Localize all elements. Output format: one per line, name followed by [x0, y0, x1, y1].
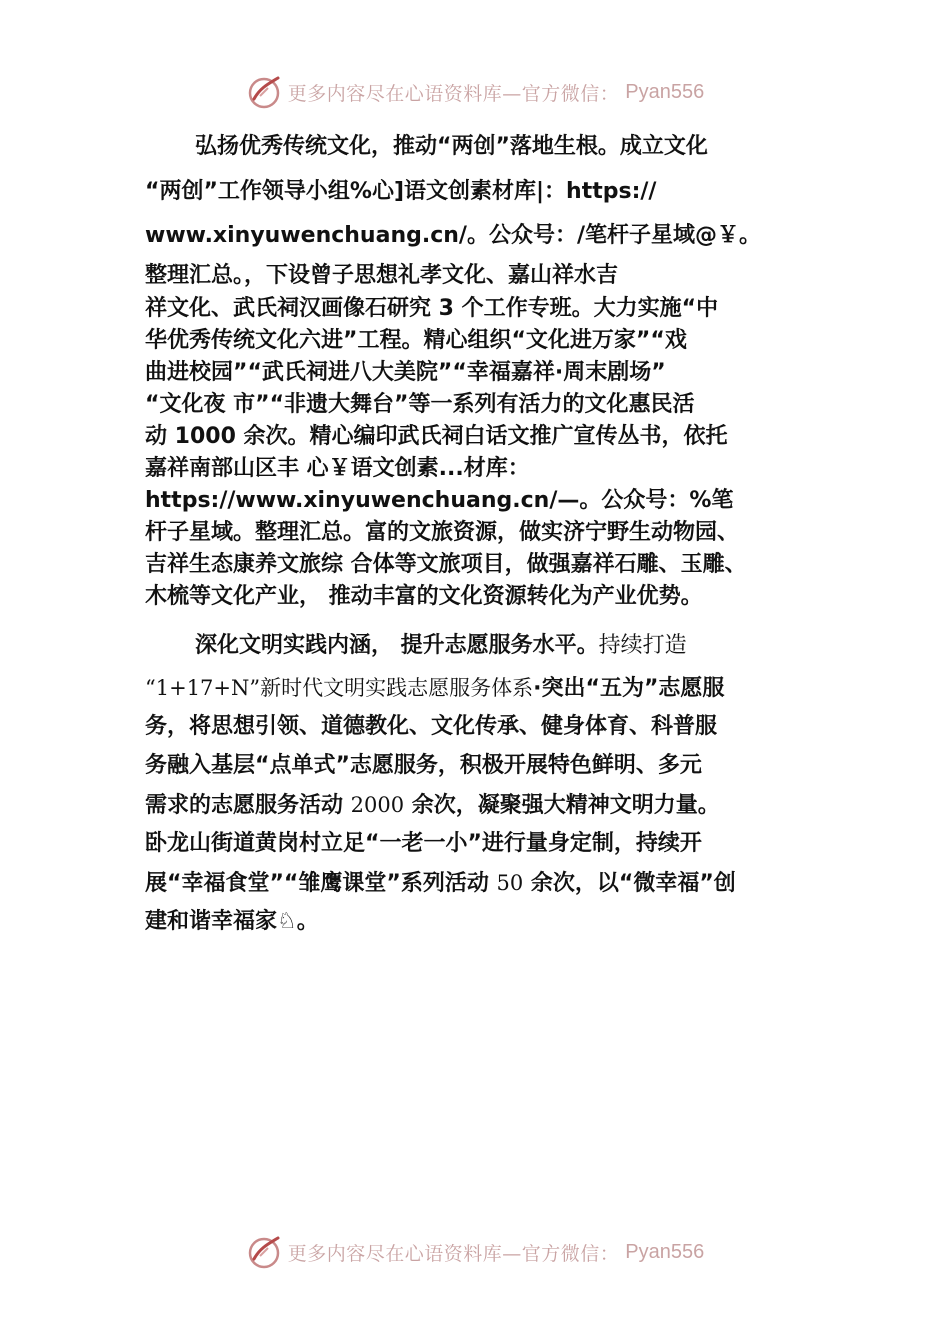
watermark-text: 更多内容尽在心语资料库—官方微信： — [287, 1242, 620, 1265]
paragraph-line — [145, 864, 835, 902]
footer-watermark — [0, 1232, 950, 1272]
system-name-text: “1+17+N”新时代文明实践志愿服务体系 — [145, 676, 534, 700]
paragraph-line: 务融入基层“点单式”志愿服务，积极开展特色鲜明、多元 — [145, 753, 702, 778]
watermark-handle: Pyan556 — [625, 80, 705, 103]
para2-line5-a: 需求的志愿服务活动 — [145, 793, 351, 818]
header-watermark — [0, 72, 950, 112]
paragraph-line: 卧龙山街道黄岗村立足“一老一小”进行量身定制，持续开 — [145, 831, 702, 856]
paragraph-line: 祥文化、武氏祠汉画像石研究 3 个工作专班。大力实施“中 — [145, 296, 719, 321]
paragraph-line: 木梳等文化产业， 推动丰富的文化资源转化为产业优势。 — [145, 584, 703, 609]
para2-line2-bold: ·突出“五为”志愿服 — [533, 676, 725, 701]
activity-count: 50 — [496, 871, 524, 895]
para2-line7-b: 余次，以“微幸福”创 — [523, 871, 736, 896]
watermark-text: 更多内容尽在心语资料库—官方微信： — [287, 82, 620, 105]
paragraph-line: 弘扬优秀传统文化，推动“两创”落地生根。成立文化 — [195, 134, 708, 159]
paragraph-line: 务，将思想引领、道德教化、文化传承、健身体育、科普服 — [145, 714, 718, 739]
paragraph-line — [145, 668, 835, 708]
brush-logo-icon — [246, 1234, 282, 1270]
paragraph-line: https://www.xinyuwenchuang.cn/—。公众号：%笔 — [145, 488, 734, 513]
paragraph-line: 建和谐幸福家♘。 — [145, 909, 319, 934]
paragraph-line: 动 1000 余次。精心编印武氏祠白话文推广宣传丛书，依托 — [145, 424, 728, 449]
para2-lead-bold: 深化文明实践内涵， 提升志愿服务水平。 — [195, 633, 599, 658]
paragraph-line: “文化夜 市”“非遗大舞台”等一系列有活力的文化惠民活 — [145, 392, 695, 417]
paragraph-line: 吉祥生态康养文旅综 合体等文旅项目，做强嘉祥石雕、玉雕、 — [145, 552, 747, 577]
para2-line7-a: 展“幸福食堂”“雏鹰课堂”系列活动 — [145, 871, 497, 896]
paragraph-line: 嘉祥南部山区丰 心￥语文创素...材库： — [145, 456, 530, 481]
watermark-handle: Pyan556 — [625, 1240, 705, 1263]
activity-count: 2000 — [350, 793, 405, 817]
paragraph-line: “两创”工作领导小组%心]语文创素材库|：https:// — [145, 179, 657, 204]
document-body — [145, 132, 835, 942]
paragraph-line: 曲进校园”“武氏祠进八大美院”“幸福嘉祥·周末剧场” — [145, 360, 666, 385]
paragraph-line: 杆子星域。整理汇总。富的文旅资源，做实济宁野生动物园、 — [145, 520, 740, 545]
paragraph-line — [145, 786, 835, 824]
brush-logo-icon — [246, 74, 282, 110]
para2-lead-normal: 持续打造 — [598, 633, 687, 658]
paragraph-line: 整理汇总。，下设曾子思想礼孝文化、嘉山祥水吉 — [145, 263, 619, 288]
paragraph-line: www.xinyuwenchuang.cn/。公众号：/笔杆子星域@￥。 — [145, 223, 761, 248]
para2-line5-b: 余次，凝聚强大精神文明力量。 — [404, 793, 720, 818]
paragraph-line — [145, 624, 835, 668]
paragraph-line: 华优秀传统文化六进”工程。精心组织“文化进万家”“戏 — [145, 328, 687, 353]
